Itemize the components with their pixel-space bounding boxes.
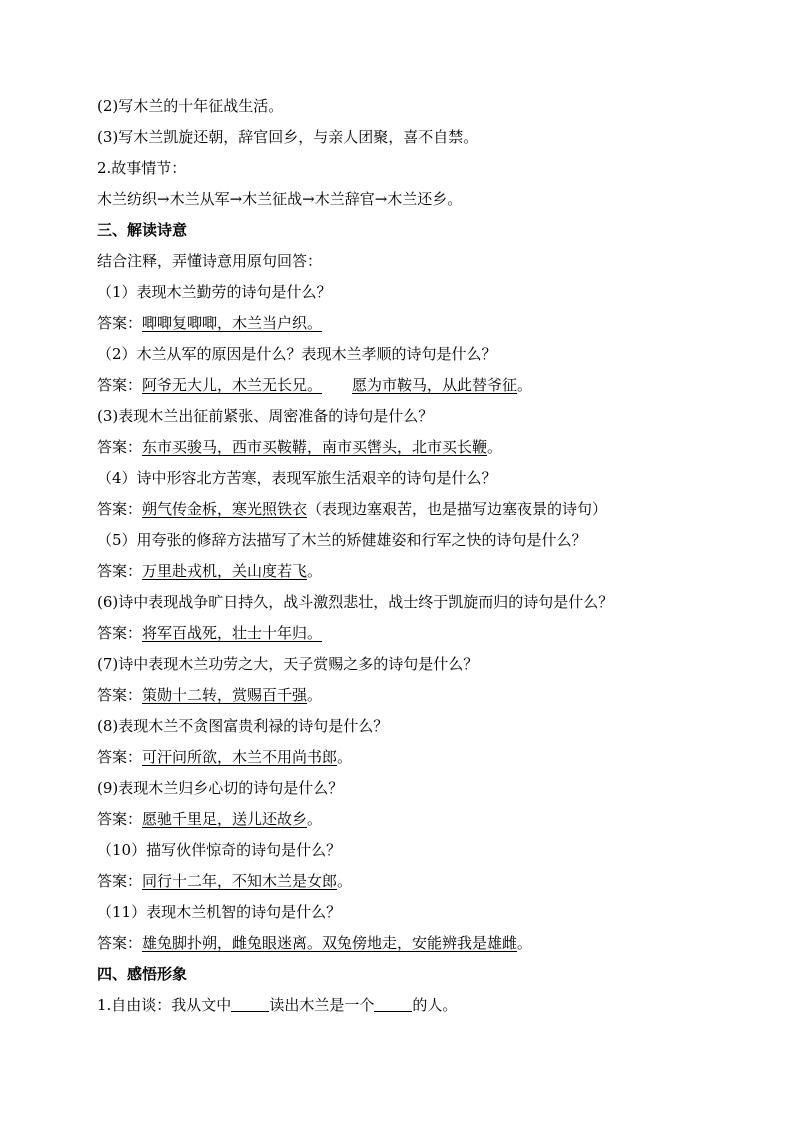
answer	[97, 370, 717, 401]
answer-text: 东市买骏马，西市买鞍鞯，南市买辔头，北市买长鞭	[142, 438, 488, 456]
answer-prefix: 答案：	[97, 376, 143, 394]
text-segment: 的人。	[412, 996, 458, 1014]
answer-end: 。	[337, 872, 353, 890]
answer	[97, 804, 717, 835]
question: （4）诗中形容北方苦寒，表现军旅生活艰辛的诗句是什么？	[97, 469, 497, 487]
answer-prefix: 答案：	[97, 748, 143, 766]
text-line: 结合注释，弄懂诗意用原句回答：	[97, 252, 323, 270]
answer-end: 。	[307, 686, 323, 704]
answer-note: （表现边塞艰苦，也是描写边塞夜景的诗句）	[307, 500, 608, 518]
answer	[97, 308, 717, 339]
question: （5）用夸张的修辞方法描写了木兰的矫健雄姿和行军之快的诗句是什么？	[97, 531, 587, 549]
answer-prefix: 答案：	[97, 872, 143, 890]
answer	[97, 680, 717, 711]
answer	[97, 866, 717, 897]
answer-text: 唧唧复唧唧，木兰当户织。	[142, 314, 323, 332]
question: （2）木兰从军的原因是什么？表现木兰孝顺的诗句是什么？	[97, 345, 497, 363]
answer	[97, 742, 717, 773]
question: (7)诗中表现木兰功劳之大，天子赏赐之多的诗句是什么？	[97, 655, 479, 673]
answer-text: 可汗问所欲，木兰不用尚书郎	[142, 748, 338, 766]
question: （10）描写伙伴惊奇的诗句是什么？	[97, 841, 342, 859]
answer-text: 愿驰千里足，送儿还故乡	[142, 810, 308, 828]
answer-end: 。	[487, 438, 503, 456]
fill-in-line	[97, 990, 717, 1021]
question: (9)表现木兰归乡心切的诗句是什么？	[97, 779, 344, 797]
answer-text: 雄兔脚扑朔，雌兔眼迷离。双兔傍地走，安能辨我是雄雌	[142, 934, 518, 952]
answer-end: 。	[307, 562, 323, 580]
answer-text: 万里赴戎机，关山度若飞	[142, 562, 308, 580]
answer-prefix: 答案：	[97, 438, 143, 456]
answer-end: 。	[517, 376, 533, 394]
section-heading: 四、感悟形象	[97, 965, 188, 983]
answer	[97, 432, 717, 463]
text-segment: 1.自由谈：我从文中	[97, 996, 232, 1014]
answer-prefix: 答案：	[97, 934, 143, 952]
text-line: 木兰纺织→木兰从军→木兰征战→木兰辞官→木兰还乡。	[97, 190, 463, 208]
blank-field[interactable]	[231, 996, 269, 1012]
question: （1）表现木兰勤劳的诗句是什么？	[97, 283, 332, 301]
question: (6)诗中表现战争旷日持久，战斗激烈悲壮，战士终于凯旋而归的诗句是什么？	[97, 593, 614, 611]
text-line: 2.故事情节：	[97, 159, 187, 177]
text-segment: 读出木兰是一个	[269, 996, 375, 1014]
answer-end: 。	[517, 934, 533, 952]
question: (3)表现木兰出征前紧张、周密准备的诗句是什么？	[97, 407, 434, 425]
answer-prefix: 答案：	[97, 500, 143, 518]
answer-prefix: 答案：	[97, 562, 143, 580]
answer-text: 朔气传金柝，寒光照铁衣	[142, 500, 308, 518]
answer-prefix: 答案：	[97, 686, 143, 704]
answer-text: 同行十二年，不知木兰是女郎	[142, 872, 338, 890]
answer-text: 阿爷无大儿，木兰无长兄。	[142, 376, 323, 394]
text-line: (3)写木兰凯旋还朝，辞官回乡，与亲人团聚，喜不自禁。	[97, 128, 479, 146]
answer	[97, 618, 717, 649]
answer-text: 愿为市鞍马，从此替爷征	[352, 376, 518, 394]
answer-prefix: 答案：	[97, 624, 143, 642]
question: (8)表现木兰不贪图富贵利禄的诗句是什么？	[97, 717, 389, 735]
question: （11）表现木兰机智的诗句是什么？	[97, 903, 342, 921]
text-line: (2)写木兰的十年征战生活。	[97, 97, 284, 115]
answer-end: 。	[307, 810, 323, 828]
answer	[97, 556, 717, 587]
answer-prefix: 答案：	[97, 810, 143, 828]
answer-end: 。	[337, 748, 353, 766]
answer	[97, 928, 717, 959]
answer-text: 将军百战死，壮士十年归。	[142, 624, 323, 642]
blank-field[interactable]	[374, 996, 412, 1012]
answer-prefix: 答案：	[97, 314, 143, 332]
document-page	[97, 91, 717, 1021]
section-heading: 三、解读诗意	[97, 221, 188, 239]
answer	[97, 494, 717, 525]
answer-text: 策勋十二转，赏赐百千强	[142, 686, 308, 704]
